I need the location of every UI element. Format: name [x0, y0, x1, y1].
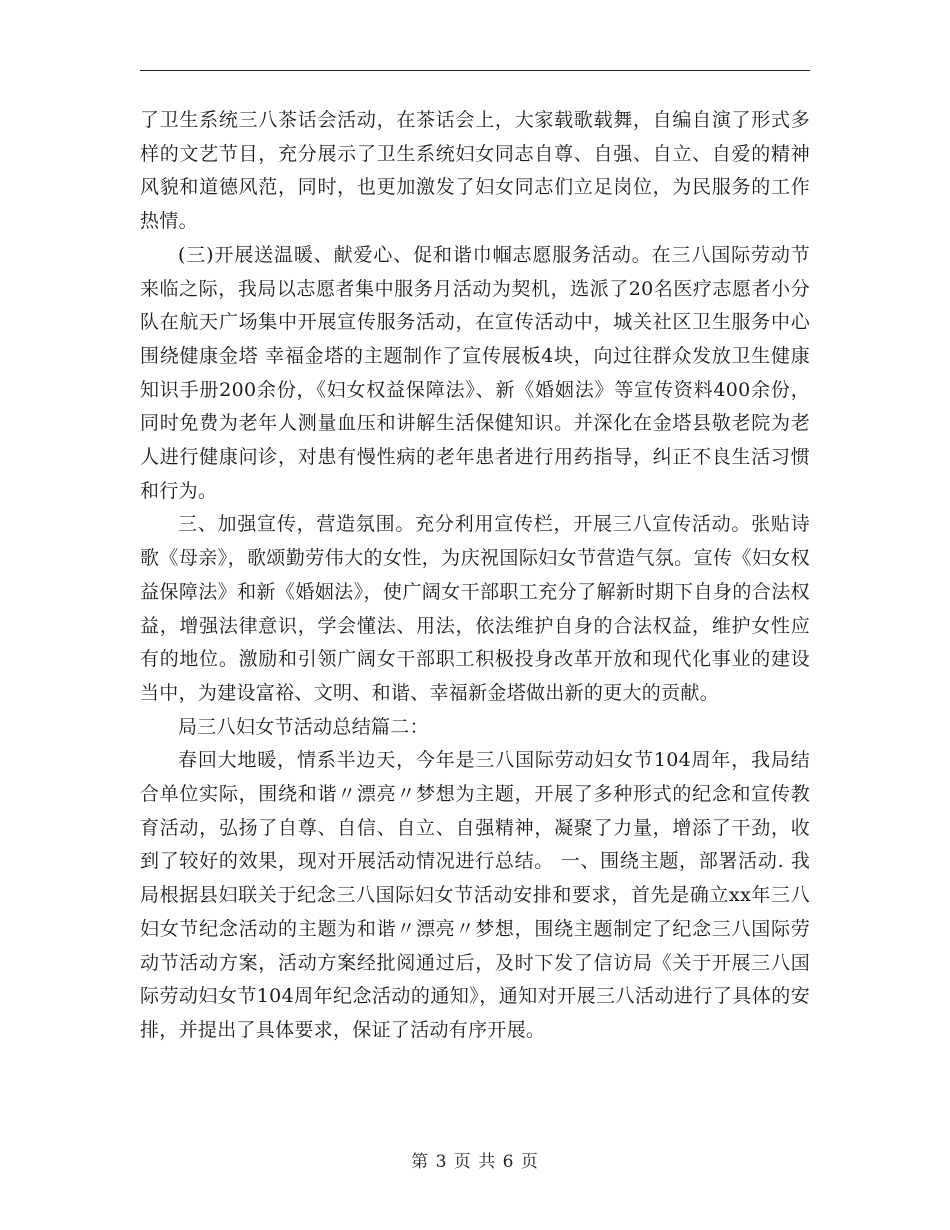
paragraph-3: 三、加强宣传，营造氛围。充分利用宣传栏，开展三八宣传活动。张贴诗歌《母亲》，歌颂勤劳伟大的女性，为庆祝国际妇女节营造气氛。宣传《妇女权益保障法》和新《婚姻法》，使广阔女干部职工充分了解新时期下自身的合法权益，增强法律意识，学会懂法、用法，依法维护自身的合法权益，维护女性应有的地位。激励和引领广阔女干部职工积极投身改革开放和现代化事业的建设当中，为建设富裕、文明、和谐、幸福新金塔做出新的更大的贡献。 [140, 513, 810, 704]
paragraph-2: (三)开展送温暖、献爱心、促和谐巾帼志愿服务活动。在三八国际劳动节来临之际，我局以志愿者集中服务月活动为契机，选派了20名医疗志愿者小分队在航天广场集中开展宣传服务活动，在宣传活动中，城关社区卫生服务中心围绕健康金塔 幸福金塔的主题制作了宣传展板4块，向过往群众发放卫生健康知识手册200余份，《妇女权益保障法》、新《婚姻法》等宣传资料400余份，同时免费为老年人测量血压和讲解生活保健知识。并深化在金塔县敬老院为老人进行健康问诊，对患有慢性病的老年患者进行用药指导，纠正不良生活习惯和行为。 [140, 243, 810, 502]
paragraph-5: 春回大地暖，情系半边天，今年是三八国际劳动妇女节104周年，我局结合单位实际，围绕和谐〃漂亮〃梦想为主题，开展了多种形式的纪念和宣传教育活动，弘扬了自尊、自信、自立、自强精神，凝聚了力量，增添了干劲，收到了较好的效果，现对开展活动情况进行总结。 一、围绕主题，部署活动. 我局根据县妇联关于纪念三八国际妇女节活动安排和要求，首先是确立xx年三八妇女节纪念活动的主题为和谐〃漂亮〃梦想，围绕主题制定了纪念三八国际劳动节活动方案，活动方案经批阅通过后，及时下发了信访局《关于开展三八国际劳动妇女节104周年纪念活动的通知》，通知对开展三八活动进行了具体的安排，并提出了具体要求，保证了活动有序开展。 [140, 749, 810, 1041]
paragraph-1: 了卫生系统三八茶话会活动，在茶话会上，大家载歌载舞，自编自演了形式多样的文艺节目，充分展示了卫生系统妇女同志自尊、自强、自立、自爱的精神风貌和道德风范，同时，也更加激发了妇女同志们立足岗位，为民服务的工作热情。 [140, 109, 810, 233]
page-footer: 第 3 页 共 6 页 [411, 1152, 539, 1172]
section-heading: 局三八妇女节活动总结篇二： [178, 715, 429, 738]
document-body [140, 104, 810, 1048]
header-rule [140, 70, 810, 71]
